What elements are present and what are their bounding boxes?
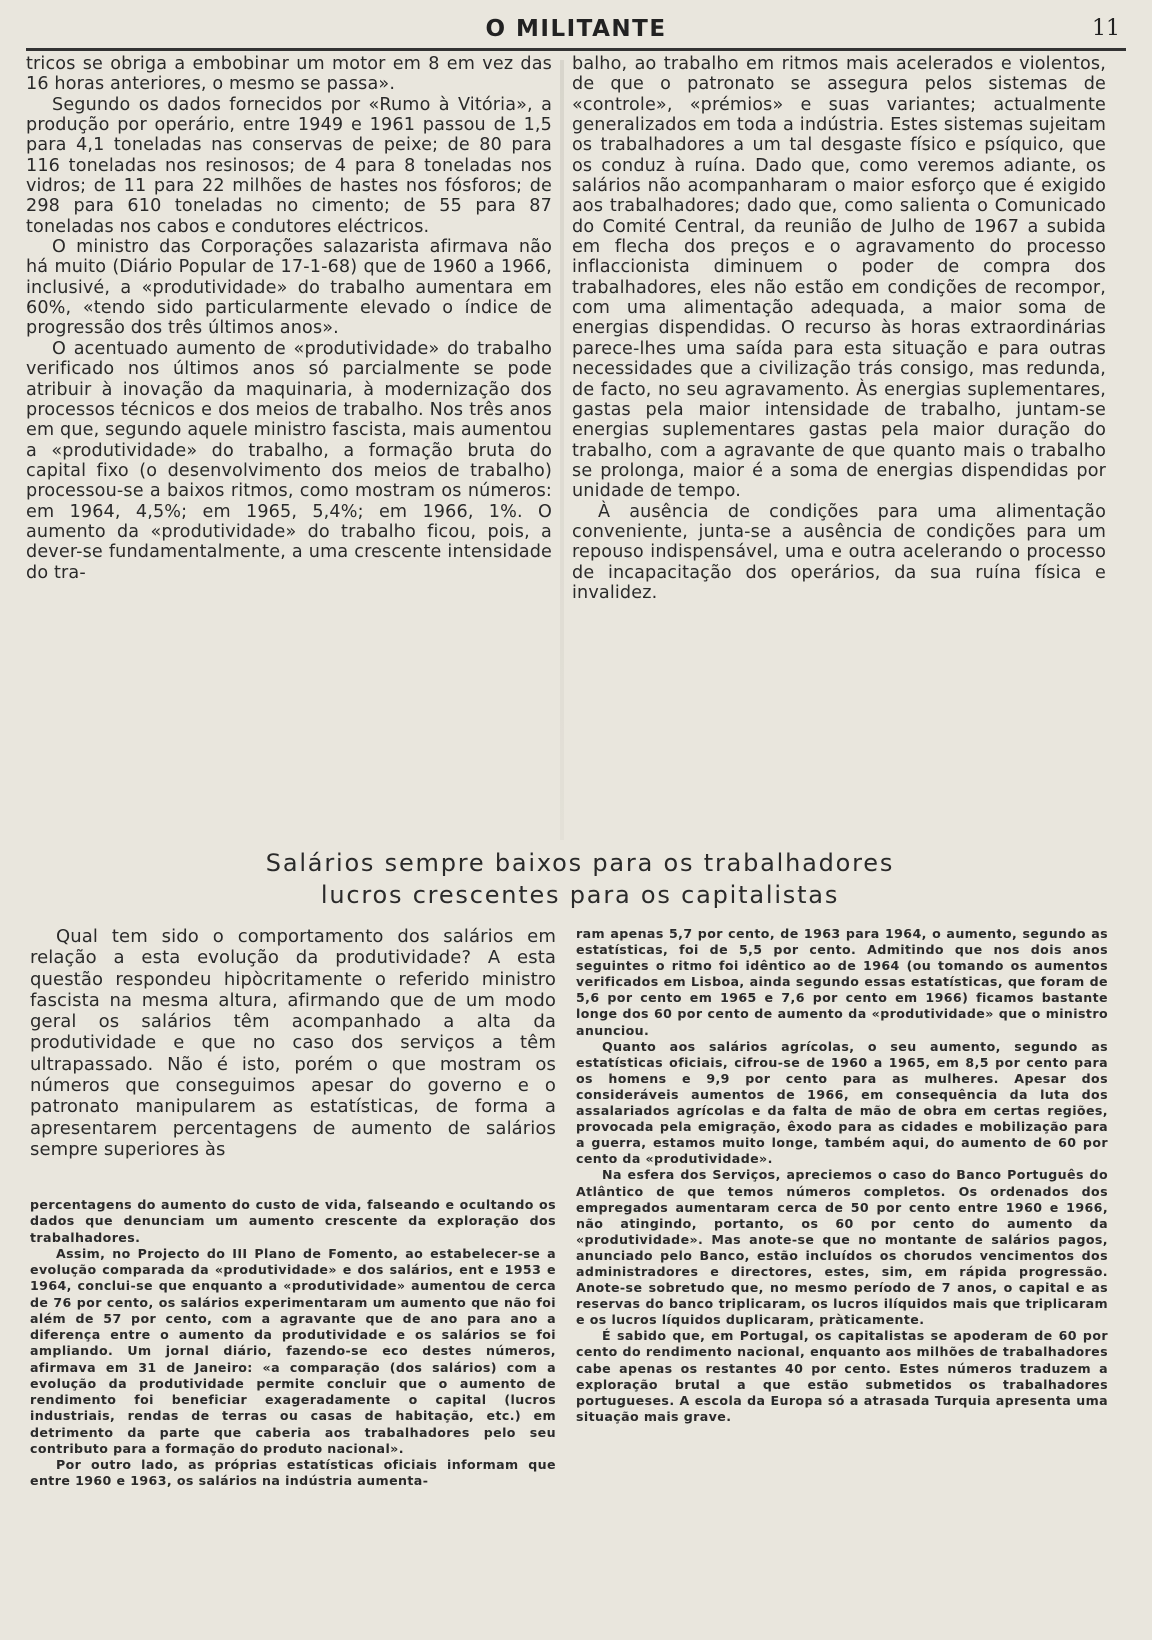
page-number: 11 <box>1092 16 1120 41</box>
paragraph: O ministro das Corporações salazarista afirmava não há muito (Diário Popular de 17-1-68) que de 1960 a 1966, inclusivé, a «produtividade» do trabalho aumentara em 60%, «tendo sido particularmente elevado o índice de progressão dos três últimos anos». <box>26 237 552 339</box>
article-column-top-right <box>572 54 1106 603</box>
paragraph: ram apenas 5,7 por cento, de 1963 para 1964, o aumento, segundo as estatísticas, foi de 5,5 por cento. Admitindo que nos dois anos seguintes o ritmo foi idêntico ao de 1964 (ou tomando os aumentos verificados em Lisboa, ainda segundo essas estatísticas, que foram de 5,6 por cento em 1965 e 7,6 por cento em 1966) ficamos bastante longe dos 60 por cento de aumento da «produtividade» que o ministro anunciou. <box>576 926 1108 1038</box>
paragraph: Na esfera dos Serviços, apreciemos o caso do Banco Português do Atlântico de que temos números completos. Os ordenados dos empregados aumentaram cerca de 50 por cento entre 1960 e 1966, não atingindo, portanto, os 60 por cento do aumento da «produtividade». Mas anote-se que no montante de salários pagos, anunciado pelo Banco, estão incluídos os chorudos vencimentos dos administradores e directores, estes, sim, em rápida progressão. Anote-se sobretudo que, no mesmo período de 7 anos, o capital e as reservas do banco triplicaram, os lucros ilíquidos mais que triplicaram e os lucros líquidos duplicaram, pràticamente. <box>576 1167 1108 1328</box>
paragraph: À ausência de condições para uma alimentação conveniente, junta-se a ausência de condições para um repouso indispensável, uma e outra acelerando o processo de incapacitação dos operários, da sua ruína física e invalidez. <box>572 501 1106 603</box>
paragraph: Assim, no Projecto do III Plano de Fomento, ao estabelecer-se a evolução comparada da «produtividade» e dos salários, ent e 1953 e 1964, conclui-se que enquanto a «produtividade» aumentou de cerca de 76 por cento, os salários experimentaram um aumento que não foi além de 57 por cento, com a agravante que de ano para ano a diferença entre o aumento da produtividade e os salários se foi ampliando. Um jornal diário, fazendo-se eco destes números, afirmava em 31 de Janeiro: «a comparação (dos salários) com a evolução da produtividade permite concluir que o aumento de rendimento foi beneficiar exageradamente o capital (lucros industriais, rendas de terras ou casas de habitação, etc.) em detrimento da parte que caberia aos trabalhadores pelo seu contributo para a formação do produto nacional». <box>30 1245 556 1456</box>
publication-title: O MILITANTE <box>485 16 667 42</box>
paragraph: Quanto aos salários agrícolas, o seu aumento, segundo as estatísticas oficiais, cifrou-se de 1960 a 1965, em 8,5 por cento para os homens e 9,9 por cento para as mulheres. Apesar dos consideráveis aumentos de 1966, em consequência da luta dos assalariados agrícolas e da falta de mão de obra em certas regiões, provocada pela emigração, êxodo para as cidades e mobilização para a guerra, estamos muito longe, também aqui, do aumento de 60 por cento da «produtividade». <box>576 1038 1108 1167</box>
paragraph: percentagens do aumento do custo de vida, falseando e ocultando os dados que denunciam um aumento crescente da exploração dos trabalhadores. <box>30 1197 556 1245</box>
paragraph: tricos se obriga a embobinar um motor em 8 em vez das 16 horas anteriores, o mesmo se passa». <box>26 54 552 95</box>
paragraph: balho, ao trabalho em ritmos mais acelerados e violentos, de que o patronato se assegura pelos sistemas de «controle», «prémios» e suas variantes; actualmente generalizados em toda a indústria. Estes sistemas sujeitam os trabalhadores a um tal desgaste físico e psíquico, que os conduz à ruína. Dado que, como veremos adiante, os salários não acompanharam o maior esforço que é exigido aos trabalhadores; dado que, como salienta o Comunicado do Comité Central, da reunião de Julho de 1967 a subida em flecha dos preços e o agravamento do processo inflaccionista diminuem o poder de compra dos trabalhadores, eles não estão em condições de recompor, com uma alimentação adequada, a maior soma de energias dispendidas. O recurso às horas extraordinárias parece-lhes uma saída para esta situação e para outras necessidades que a civilização trás consigo, mas redunda, de facto, no seu agravamento. Às energias suplementares, gastas pela maior intensidade de trabalho, juntam-se energias suplementares gastas pela maior duração do trabalho, com a agravante de que quanto mais o trabalho se prolonga, maior é a soma de energias dispendidas por unidade de tempo. <box>572 54 1106 502</box>
page-header <box>26 14 1126 51</box>
section-heading-line-1: Salários sempre baixos para os trabalhadores <box>265 849 895 877</box>
article-column-bottom-right <box>576 926 1108 1425</box>
paragraph: Por outro lado, as próprias estatísticas oficiais informam que entre 1960 e 1963, os salários na indústria aumenta- <box>30 1457 556 1489</box>
article-column-top-left <box>26 54 552 583</box>
section-heading-line-2: lucros crescentes para os capitalistas <box>320 881 840 909</box>
paragraph: É sabido que, em Portugal, os capitalistas se apoderam de 60 por cento do rendimento nacional, enquanto aos milhões de trabalhadores cabe apenas os restantes 40 por cento. Estes números traduzem a exploração brutal a que estão submetidos os trabalhadores portugueses. A escola da Europa só a atrasada Turquia apresenta uma situação mais grave. <box>576 1328 1108 1424</box>
column-gutter <box>560 60 564 840</box>
paragraph: O acentuado aumento de «produtividade» do trabalho verificado nos últimos anos só parcialmente se pode atribuir à inovação da maquinaria, à modernização dos processos técnicos e dos meios de trabalho. Nos três anos em que, segundo aquele ministro fascista, mais aumentou a «produtividade» do trabalho, a formação bruta do capital fixo (o desenvolvimento dos meios de trabalho) processou-se a baixos ritmos, como mostram os números: em 1964, 4,5%; em 1965, 5,4%; em 1966, 1%. O aumento da «produtividade» do trabalho ficou, pois, a dever-se fundamentalmente, a uma crescente intensidade do tra- <box>26 338 552 583</box>
paragraph: Segundo os dados fornecidos por «Rumo à Vitória», a produção por operário, entre 1949 e 1961 passou de 1,5 para 4,1 toneladas nas conservas de peixe; de 80 para 116 toneladas nos resinosos; de 4 para 8 toneladas nos vidros; de 11 para 22 milhões de hastes nos fósforos; de 298 para 610 toneladas no cimento; de 55 para 87 toneladas nos cabos e condutores eléctricos. <box>26 94 552 237</box>
article-column-bottom-left-lead <box>30 926 556 1160</box>
article-column-bottom-left <box>30 1197 556 1490</box>
paragraph: Qual tem sido o comportamento dos salários em relação a esta evolução da produtividade? A esta questão respondeu hipòcritamente o referido ministro fascista na mesma altura, afirmando que de um modo geral os salários têm acompanhado a alta da produtividade e que no caso dos serviços a têm ultrapassado. Não é isto, porém o que mostram os números que conseguimos apesar do governo e o patronato manipularem as estatísticas, de forma a apresentarem percentagens de aumento de salários sempre superiores às <box>30 926 556 1160</box>
